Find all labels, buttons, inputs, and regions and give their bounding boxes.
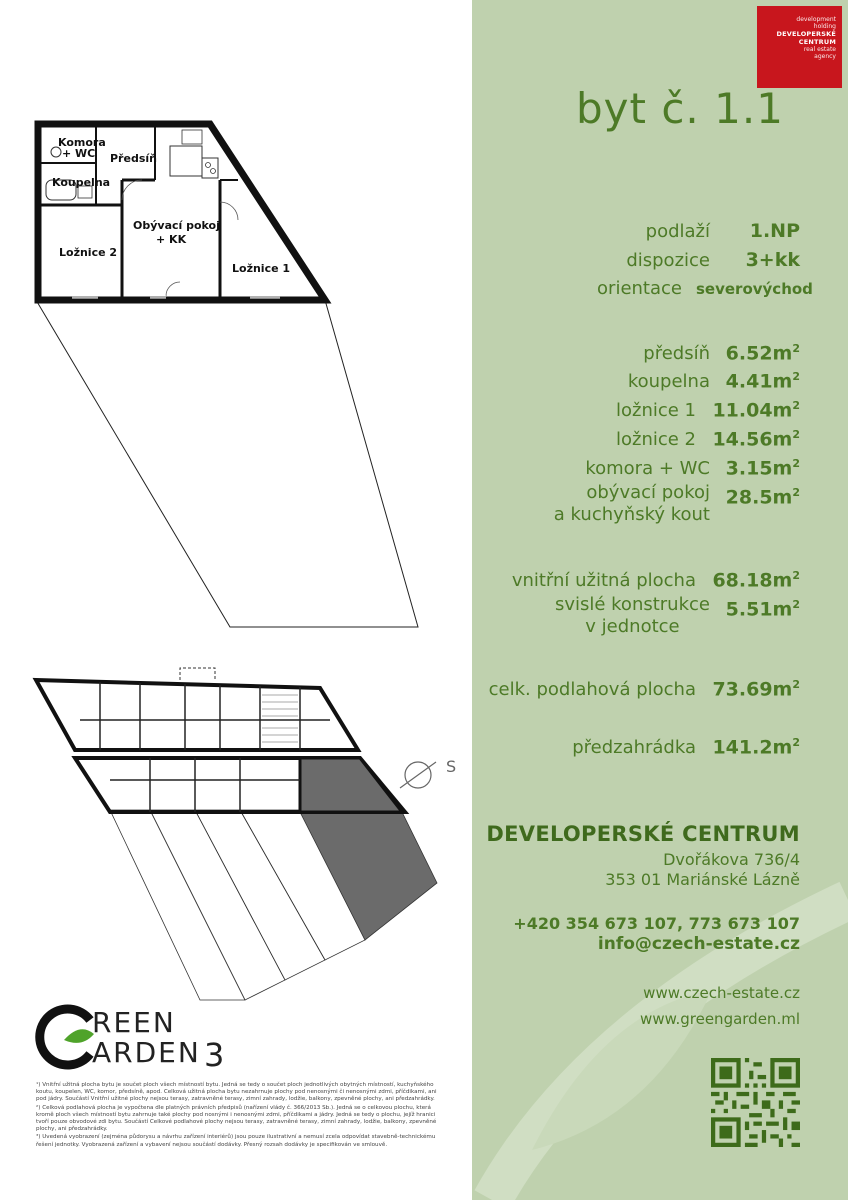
total-label: vnitřní užitná plocha: [511, 570, 696, 592]
total-row-vnitrni: [512, 565, 800, 592]
total-value: 141.2m: [712, 736, 793, 759]
total-row-celkova: [489, 674, 800, 701]
logo-line-4: CENTRUM: [798, 38, 836, 46]
total-value: 68.18m: [712, 569, 793, 592]
footnote-2: ²) Celková podlahová plocha je vypočtena dle platných právních předpisů (nařízení vlády č. 366/2013 Sb.). Jedná se o celkovou plochu, která kromě ploch všech místností bytu zahrnuje také plochy pod nosnými i nenosnými zdmi, příčdikami a jádry. Jedná se tedy o plochu, jejíž hranici tvoří pouze obvodové zdi bytu. Součástí Celkové podlahové plochy nejsou terasy, zatravněné terasy, zimní zahrady, lodžie, balkony, zpevněné plochy, ani předzahrádky.: [36, 1104, 437, 1133]
total-label: celk. podlahová plocha: [488, 679, 696, 701]
room-label-komora-wc: + WC: [62, 147, 96, 160]
total-label: předzahrádka: [572, 737, 696, 759]
brand-line-1: REEN: [92, 1006, 176, 1039]
room-label: [554, 482, 710, 526]
info-value: 1.NP: [749, 220, 800, 242]
room-label: koupelna: [627, 371, 710, 393]
footnote-3: ³) Uvedená vyobrazení (zejména půdorysu a návrhu zařízení interiérů) jsou pouze ilustrativní a nemusí zcela odpovídat stavebně-technickému řešení jednotky. Vyobrazená zařízení a vybavení nejsou součástí dodávky. Přesný rozsah dodávky je specifikován ve smlouvě.: [36, 1134, 436, 1148]
room-value: 11.04m: [712, 399, 793, 422]
logo-line-6: agency: [814, 53, 836, 60]
room-label-koupelna: Koupelna: [52, 176, 111, 189]
room-label: předsíň: [643, 343, 710, 365]
address-city: 353 01 Mariánské Lázně: [605, 870, 800, 889]
room-row-koupelna: [628, 366, 800, 393]
room-label-obyvaci: Obývací pokoj: [133, 219, 220, 232]
unit-superscript: 2: [792, 399, 800, 412]
room-value: 28.5m: [725, 486, 793, 509]
unit-superscript: 2: [792, 370, 800, 383]
website-link-1[interactable]: www.czech-estate.cz: [643, 984, 800, 1002]
highlighted-unit: [300, 758, 402, 812]
room-value: 4.41m: [725, 370, 793, 393]
info-label: dispozice: [626, 250, 710, 271]
compass-letter: S: [446, 757, 457, 776]
green-garden-logo: [34, 1000, 244, 1075]
unit-superscript: 2: [792, 428, 800, 441]
logo-line-5: real estate: [803, 46, 836, 53]
website-link-2[interactable]: www.greengarden.ml: [640, 1010, 800, 1028]
footnotes: [36, 1082, 442, 1150]
info-label: podlaží: [645, 221, 710, 242]
total-row-svisle: [555, 594, 800, 638]
qr-code-icon[interactable]: [711, 1058, 800, 1147]
info-value: severovýchod: [696, 280, 813, 298]
email-link[interactable]: info@czech-estate.cz: [597, 934, 800, 954]
room-label-line-2: a kuchyňský kout: [553, 504, 710, 525]
total-label-line-1: svislé konstrukce: [554, 594, 710, 615]
info-row-podlazi: [646, 220, 800, 243]
unit-superscript: 2: [792, 486, 800, 499]
brand-line-2: ARDEN: [92, 1036, 201, 1069]
info-value: 3+kk: [745, 249, 800, 271]
room-row-obyvaci: [554, 482, 800, 526]
room-label-kk: + KK: [156, 233, 187, 246]
compass-icon: [400, 762, 436, 788]
developerske-centrum-logo: [757, 6, 842, 88]
room-label: komora + WC: [585, 458, 710, 480]
logo-line-3: DEVELOPERSKÉ: [776, 30, 836, 38]
unit-superscript: 2: [792, 457, 800, 470]
total-label: [555, 594, 710, 638]
room-label: ložnice 1: [615, 400, 696, 422]
address-street: Dvořákova 736/4: [663, 850, 800, 869]
room-row-komora-wc: [585, 453, 800, 480]
room-label-komora: Komora: [58, 136, 106, 149]
room-label-loznice1: Ložnice 1: [232, 262, 291, 275]
apartment-floor-plan: [0, 0, 472, 640]
brand-number: 3: [204, 1036, 227, 1074]
room-label-line-1: obývací pokoj: [586, 482, 710, 503]
info-row-orientace: [597, 278, 813, 300]
logo-line-2: holding: [813, 23, 836, 30]
total-value: 5.51m: [725, 598, 793, 621]
unit-superscript: 2: [792, 678, 800, 691]
company-name: DEVELOPERSKÉ CENTRUM: [486, 822, 800, 846]
unit-superscript: 2: [792, 736, 800, 749]
garden-g-icon: [34, 1004, 98, 1070]
room-label-predsin: Předsíň: [110, 152, 157, 165]
unit-superscript: 2: [792, 569, 800, 582]
info-label: orientace: [597, 278, 682, 299]
total-value: 73.69m: [712, 678, 793, 701]
room-row-loznice1: [616, 395, 800, 422]
room-value: 3.15m: [725, 457, 793, 480]
info-row-dispozice: [626, 249, 800, 272]
building-overview-plan: [0, 650, 472, 1010]
room-row-loznice2: [616, 424, 800, 451]
room-value: 14.56m: [712, 428, 793, 451]
logo-line-1: development: [796, 16, 836, 23]
room-value: 6.52m: [725, 342, 793, 365]
highlighted-unit-garden: [300, 812, 437, 940]
unit-superscript: 2: [792, 342, 800, 355]
room-label-loznice2: Ložnice 2: [59, 246, 118, 259]
total-row-predzahradka: [572, 732, 800, 759]
total-label-line-2: v jednotce: [585, 616, 680, 637]
room-label: ložnice 2: [615, 429, 696, 451]
page-title: byt č. 1.1: [576, 84, 784, 133]
unit-superscript: 2: [792, 598, 800, 611]
room-row-predsin: [643, 338, 800, 365]
footnote-1: ¹) Vnitřní užitná plocha bytu je součet ploch všech místností bytu. Jedná se tedy o součet ploch jednotlivých obytných místností, kuchyňského koutu, koupelen, WC, komor, předsíně, apod. Celková užitná plocha bytu nezahrnuje plochy pod nenosnými či nenosnými zdmi, příčdikami, ani pod jádry. Součástí Vnitřní užitné plochy nejsou terasy, zatravněné terasy, zimní zahrady, lodžie, balkony, zpevněné plochy, ani předzahrádky.: [36, 1082, 437, 1103]
phone-numbers[interactable]: +420 354 673 107, 773 673 107: [513, 914, 800, 933]
